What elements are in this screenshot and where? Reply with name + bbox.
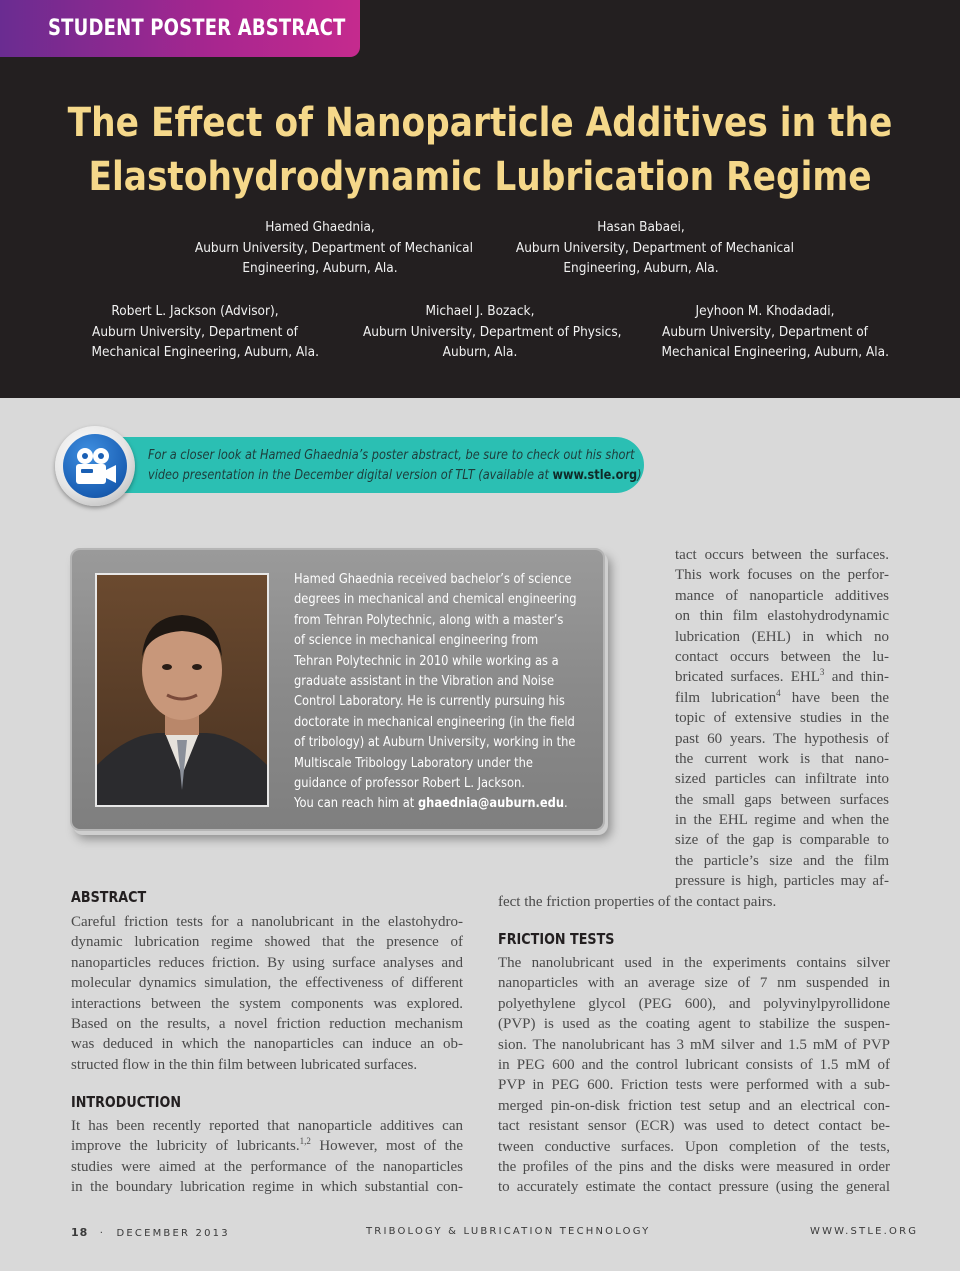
video-promo-text: For a closer look at Hamed Ghaednia’s poster abstract, be sure to check out his short video presentation in the December digital version of TLT (available at www.stle.org) — [148, 447, 642, 483]
introduction-heading: INTRODUCTION — [71, 1093, 182, 1111]
abstract-heading: ABSTRACT — [71, 888, 147, 906]
introduction-body: It has been recently reported that nanoparticle additives can improve the lubricity of lubricants.$^{1,2}$ However, most of the studies were aimed at the performance of the nanoparticles in the boundary lubrication regime in which substantial con- — [71, 1118, 463, 1196]
intro-continuation: tact occurs between the surfaces. This work focuses on the perfor- mance of nanoparticle additives on thin film elastohydrodynamic lubrication (EHL) in which no contact occurs between the lu- bricated surfaces. EHL$^3$ and thin- film lubrication$^4$ have been the topic of extensive studies in the past 60 years. The hypothesis of the current work is that nano- sized particles can infiltrate into the small gaps between surfaces in the EHL regime and when the size of the gap is comparable to the particle’s size and the film pressure is high, particles may af- — [675, 547, 889, 890]
author-babaei: Hasan Babaei, Auburn University, Department of Mechanical Engineering, Auburn, Ala. — [515, 219, 795, 276]
footer-page-date: 18 · DECEMBER 2013 — [71, 1226, 230, 1239]
author-email-link[interactable]: ghaednia@auburn.edu — [417, 795, 565, 812]
stle-link[interactable]: www.stle.org — [552, 467, 638, 483]
article-title: The Effect of Nanoparticle Additives in the Elastohydrodynamic Lubrication Regime — [67, 100, 893, 200]
footer-site: WWW.STLE.ORG — [810, 1226, 919, 1237]
abstract-body: Careful friction tests for a nanolubricant in the elastohydro- dynamic lubrication regime showed that the presence of nanoparticles reduces friction. By using surface analyses and molecular dynamics simulation, the effectiveness of different interactions between the system components was explored. Based on the results, a novel friction reduction mechanism was deduced in which the nanoparticles can induce an ob- structed flow in the thin film between lubricated surfaces. — [71, 914, 463, 1073]
video-camera-icon[interactable] — [55, 426, 135, 506]
author-ghaednia: Hamed Ghaednia, Auburn University, Department of Mechanical Engineering, Auburn, Ala. — [194, 219, 474, 276]
author-photo — [95, 573, 269, 807]
footer-journal: TRIBOLOGY & LUBRICATION TECHNOLOGY — [366, 1226, 651, 1237]
section-tag: STUDENT POSTER ABSTRACT — [0, 0, 360, 57]
author-khodadadi: Jeyhoon M. Khodadadi, Auburn University, Department of Mechanical Engineering, Auburn, Ala. — [661, 303, 889, 360]
author-jackson: Robert L. Jackson (Advisor), Auburn University, Department of Mechanical Engineering, Auburn, Ala. — [91, 303, 319, 360]
friction-tests-heading: FRICTION TESTS — [498, 930, 615, 948]
author-bozack: Michael J. Bozack, Auburn University, Department of Physics, Auburn, Ala. — [363, 303, 622, 360]
intro-continuation-wide: fect the friction properties of the contact pairs. — [498, 894, 777, 910]
friction-tests-body: The nanolubricant used in the experiments contains silver nanoparticles with an average size of 7 nm suspended in polyethylene glycol (PEG 600), and polyvinylpyrollidone (PVP) is used as the coating agent to stabilize the suspen- sion. The nanolubricant has 3 mM silver and 1.5 mM of PVP in PEG 600 and the control lubricant consists of 1.5 mM of PVP in PEG 600. Friction tests were performed with a sub- merged pin-on-disk friction test setup and an electrical con- tact resistant sensor (ECR) was used to detect contact be- tween conductive surfaces. Upon completion of the tests, the profiles of the pins and the disks were measured in order to accurately estimate the contact pressure (using the general — [498, 955, 890, 1196]
author-bio-text: Hamed Ghaednia received bachelor’s of science degrees in mechanical and chemical engineering from Tehran Polytechnic, along with a master’s of science in mechanical engineering from Tehran Polytechnic in 2010 while working as a graduate assistant in the Vibration and Noise Control Laboratory. He is currently pursuing his doctorate in mechanical engineering (in the field of tribology) at Auburn University, working in the Multiscale Tribology Laboratory under the guidance of professor Robert L. Jackson. You can reach him at ghaednia@auburn.edu. — [294, 571, 577, 812]
video-promo-bar[interactable] — [100, 437, 644, 493]
